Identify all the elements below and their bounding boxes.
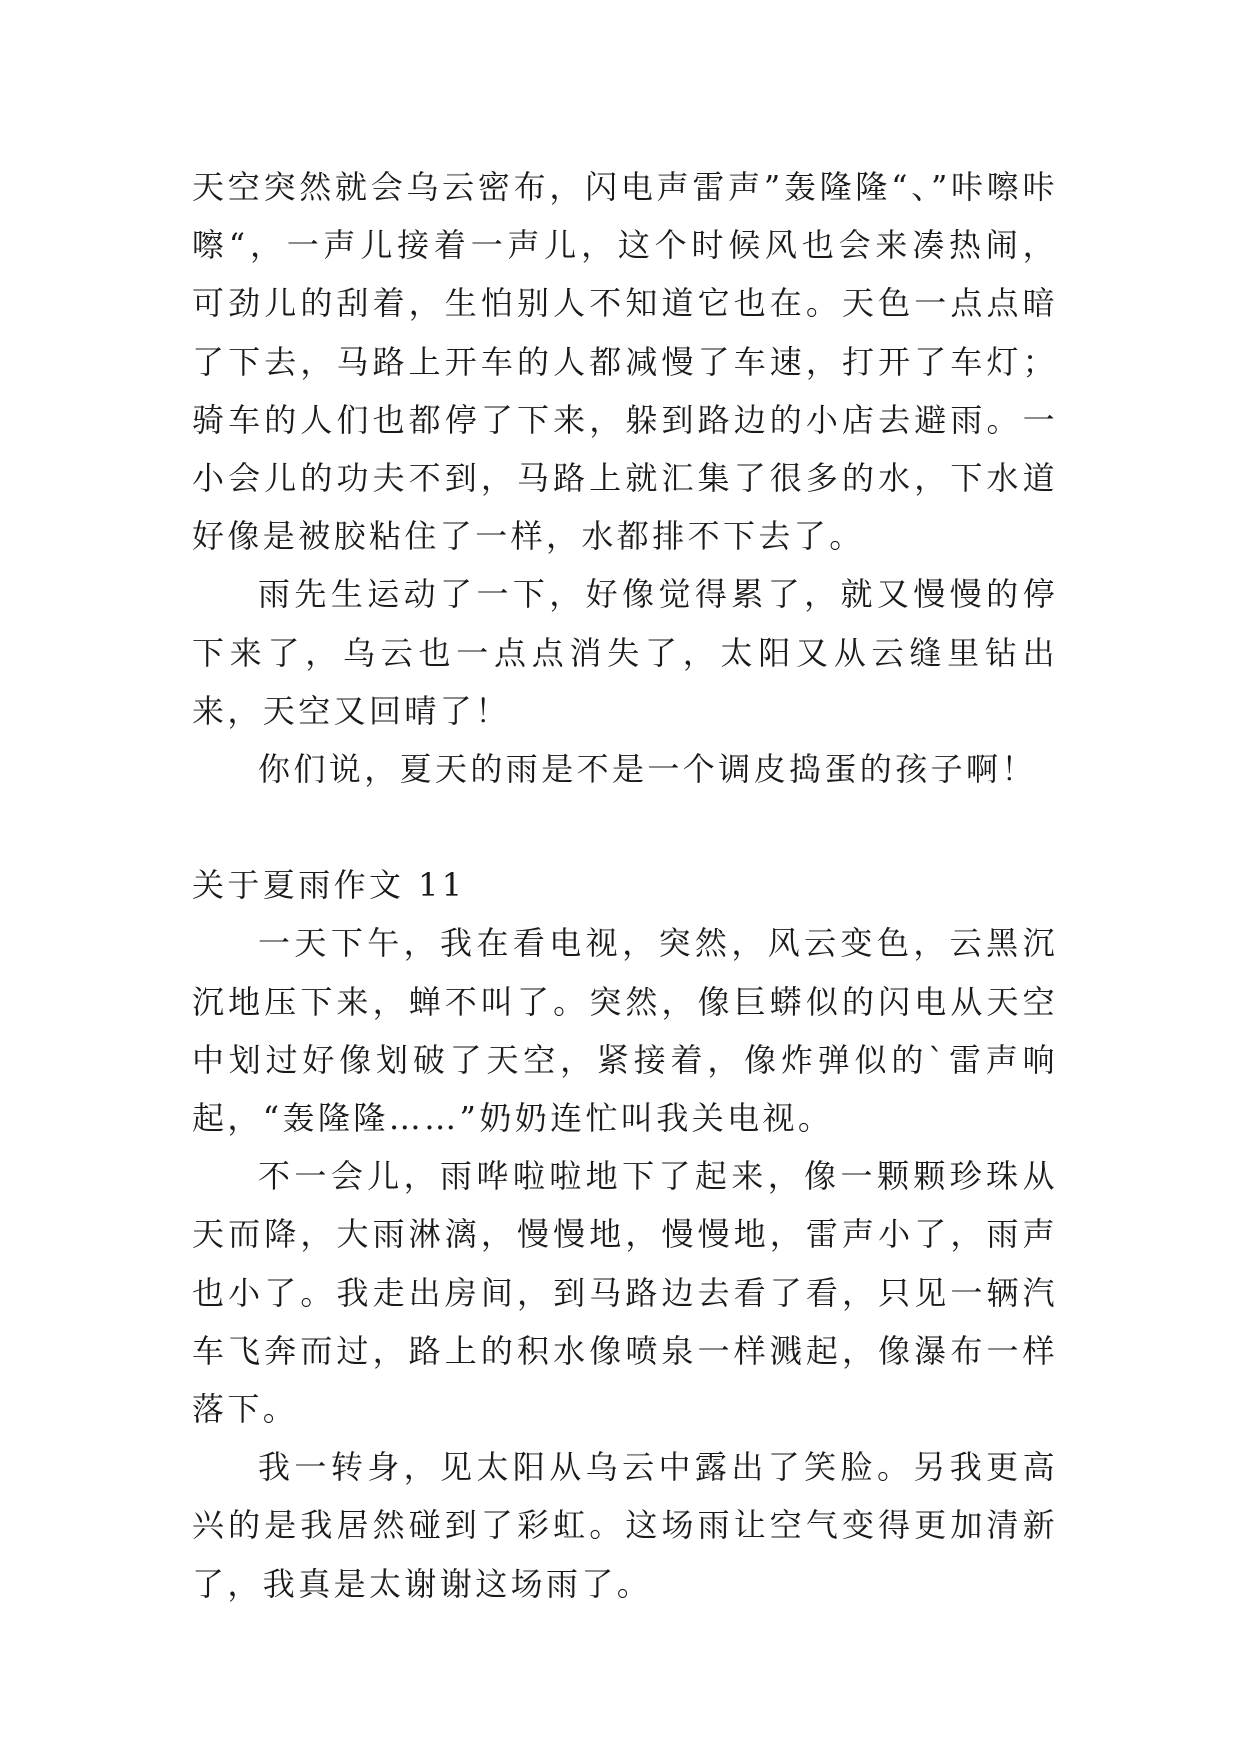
paragraph: 一天下午，我在看电视，突然，风云变色，云黑沉沉地压下来，蝉不叫了。突然，像巨蟒似的闪电从天空中划过好像划破了天空，紧接着，像炸弹似的`雷声响起，“轰隆隆……”奶奶连忙叫我关电视。 (192, 924, 1058, 1138)
paragraph: 天空突然就会乌云密布，闪电声雷声”轰隆隆“、”咔嚓咔嚓“，一声儿接着一声儿，这个时候风也会来凑热闹，可劲儿的刮着，生怕别人不知道它也在。天色一点点暗了下去，马路上开车的人都减慢了车速，打开了车灯；骑车的人们也都停了下来，躲到路边的小店去避雨。一小会儿的功夫不到，马路上就汇集了很多的水，下水道好像是被胶粘住了一样，水都排不下去了。 (192, 168, 1058, 556)
paragraph: 不一会儿，雨哗啦啦地下了起来，像一颗颗珍珠从天而降，大雨淋漓，慢慢地，慢慢地，雷声小了，雨声也小了。我走出房间，到马路边去看了看，只见一辆汽车飞奔而过，路上的积水像喷泉一样溅起，像瀑布一样落下。 (192, 1157, 1058, 1429)
section-spacer (192, 798, 1058, 856)
paragraph: 雨先生运动了一下，好像觉得累了，就又慢慢的停下来了，乌云也一点点消失了，太阳又从云缝里钻出来，天空又回晴了！ (192, 575, 1058, 730)
paragraph: 你们说，夏天的雨是不是一个调皮捣蛋的孩子啊！ (258, 750, 1037, 789)
paragraph: 我一转身，见太阳从乌云中露出了笑脸。另我更高兴的是我居然碰到了彩虹。这场雨让空气变得更加清新了，我真是太谢谢这场雨了。 (192, 1448, 1058, 1603)
section-title: 关于夏雨作文 11 (192, 866, 466, 905)
document-body (192, 158, 1058, 1613)
